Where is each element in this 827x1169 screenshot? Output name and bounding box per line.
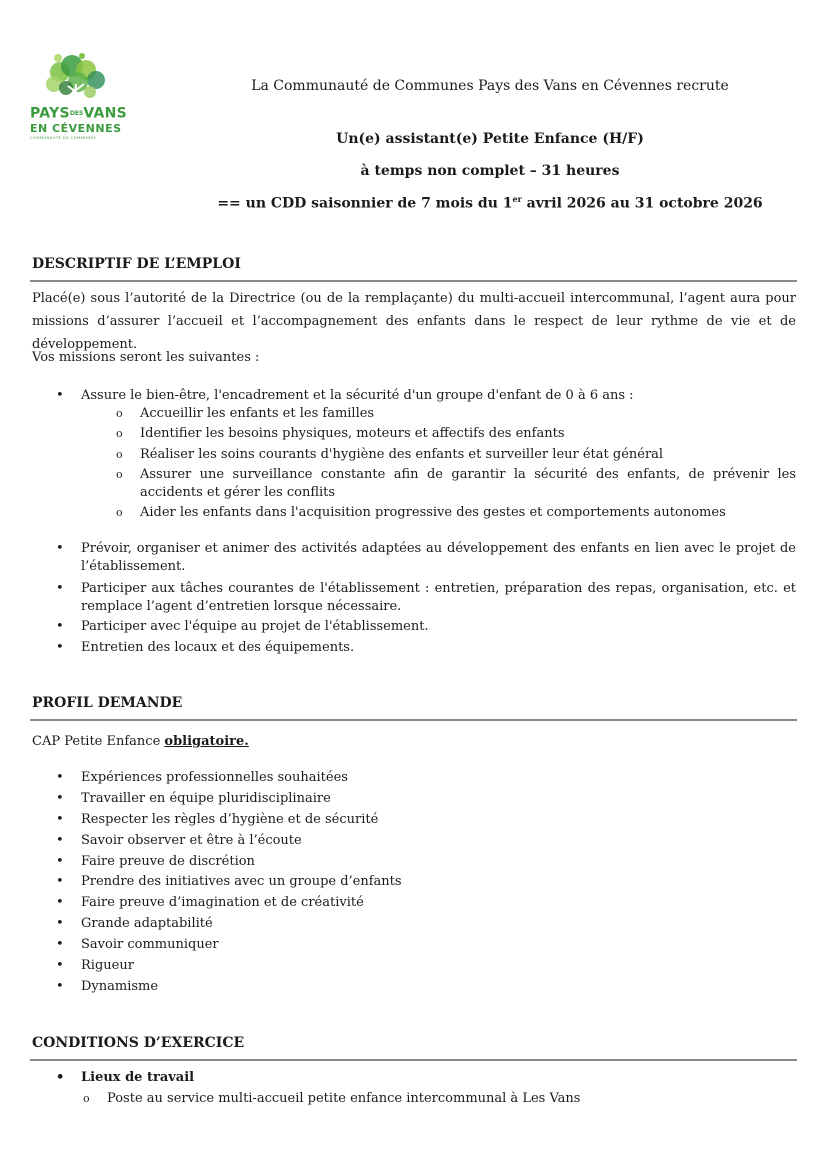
job-title: Un(e) assistant(e) Petite Enfance (H/F) <box>336 131 644 147</box>
list-item: • Savoir observer et être à l’écoute <box>56 832 302 848</box>
missions-list-continued <box>32 540 796 656</box>
profile-list <box>32 769 796 999</box>
contract-dates: == un CDD saisonnier de 7 mois du 1er avril 2026 au 31 octobre 2026 <box>217 194 763 212</box>
list-item: • Participer aux tâches courantes de l'établissement : entretien, préparation des repas, organisation, etc. et remplace l’agent d’entretien lorsque nécessaire. <box>56 581 796 614</box>
job-hours: à temps non complet – 31 heures <box>360 163 620 179</box>
list-item: • Entretien des locaux et des équipements. <box>56 639 355 655</box>
missions-list <box>32 387 796 522</box>
section-divider <box>30 719 797 721</box>
section-title-conditions: CONDITIONS D’EXERCICE <box>32 1035 245 1051</box>
section-divider <box>30 1059 797 1061</box>
list-sub-item: o Poste au service multi-accueil petite enfance intercommunal à Les Vans <box>83 1090 581 1106</box>
list-item: • Assure le bien-être, l'encadrement et la sécurité d'un groupe d'enfant de 0 à 6 ans : <box>56 388 634 403</box>
list-item: • Respecter les règles d’hygiène et de sécurité <box>56 811 379 827</box>
section-title-profil: PROFIL DEMANDE <box>32 695 183 711</box>
cap-requirement: CAP Petite Enfance obligatoire. <box>32 734 249 749</box>
pays-des-vans-logo <box>30 48 128 158</box>
missions-intro: Vos missions seront les suivantes : <box>32 350 260 365</box>
logo-tagline: COMMUNAUTÉ DE COMMUNES <box>30 135 97 140</box>
list-item: • Participer avec l'équipe au projet de l'établissement. <box>56 619 429 634</box>
list-item: • Faire preuve de discrétion <box>56 853 255 869</box>
list-item: • Expériences professionnelles souhaitées <box>56 770 348 785</box>
list-sub-item: o Réaliser les soins courants d'hygiène des enfants et surveiller leur état général <box>116 446 664 462</box>
tree-leaves-icon <box>38 48 116 106</box>
logo-wordmark: PAYSDESVANS <box>30 105 128 122</box>
list-sub-item: o Assurer une surveillance constante afin de garantir la sécurité des enfants, de prévenir les accidents et gérer les conflits <box>116 467 796 500</box>
list-sub-item: o Aider les enfants dans l'acquisition progressive des gestes et comportements autonomes <box>116 505 726 520</box>
logo-subtitle: EN CÉVENNES <box>30 121 122 135</box>
list-item: • Rigueur <box>56 958 134 974</box>
conditions-list <box>32 1069 796 1107</box>
list-item: • Dynamisme <box>56 978 159 994</box>
list-item: • Savoir communiquer <box>56 937 219 953</box>
list-item: • Lieux de travail <box>56 1070 195 1085</box>
list-item: • Faire preuve d’imagination et de créativité <box>56 895 364 911</box>
list-item: • Travailler en équipe pluridisciplinaire <box>56 790 331 806</box>
list-sub-item: o Identifier les besoins physiques, moteurs et affectifs des enfants <box>116 426 565 441</box>
recruit-heading: La Communauté de Communes Pays des Vans en Cévennes recrute <box>251 78 729 94</box>
list-item: • Prévoir, organiser et animer des activités adaptées au développement des enfants en lien avec le projet de l’établissement. <box>56 541 796 574</box>
job-intro: Placé(e) sous l’autorité de la Directrice (ou de la remplaçante) du multi-accueil intercommunal, l’agent aura pour missions d’assurer l’accueil et l’accompagnement des enfants dans le respect de leur rythme de vie et de développement. <box>32 291 796 352</box>
list-item: • Grande adaptabilité <box>56 916 213 932</box>
section-divider <box>30 280 797 282</box>
section-title-descriptif: DESCRIPTIF DE L’EMPLOI <box>32 256 241 272</box>
list-sub-item: o Accueillir les enfants et les familles <box>116 405 375 421</box>
list-item: • Prendre des initiatives avec un groupe d’enfants <box>56 874 402 890</box>
